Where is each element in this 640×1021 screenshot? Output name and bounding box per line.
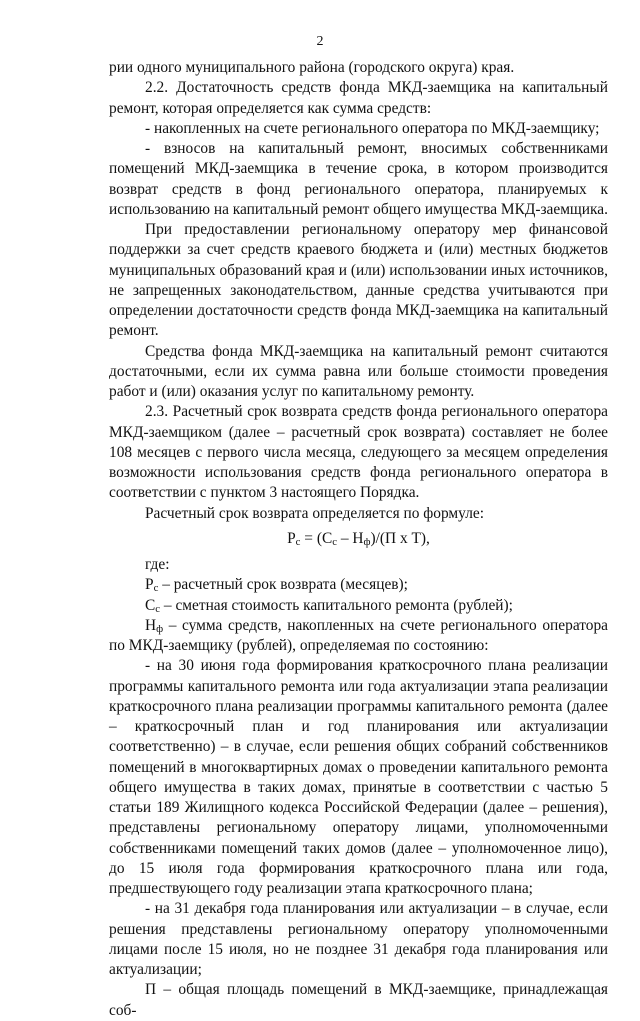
definition-text: – расчетный срок возврата (месяцев); <box>158 576 408 594</box>
paragraph: 2.3. Расчетный срок возврата средств фонда регионального оператора МКД-заемщиком (далее – расчетный срок возврата) составляет не более 108 месяцев с первого числа месяца, следующего за месяцем определения возможности использования средств фонда регионального оператора в соответствии с пунктом 3 настоящего Порядка. <box>109 403 608 502</box>
paragraph: Расчетный срок возврата определяется по формуле: <box>145 504 484 522</box>
definition-text: – сумма средств, накопленных на счете регионального оператора по МКД-заемщику (рублей), определяемая по состоянию: <box>109 616 608 654</box>
formula-part: = (С <box>300 529 333 547</box>
paragraph: - взносов на капитальный ремонт, вносимых собственниками помещений МКД-заемщика в течение срока, в котором производится возврат средств в фонд регионального оператора, планируемых к использованию на капитальный ремонт общего имущества МКД-заемщика. <box>109 140 608 218</box>
definition-symbol: Н <box>145 616 157 634</box>
definition-text: – сметная стоимость капитального ремонта (рублей); <box>160 596 513 614</box>
formula-part: Р <box>287 529 296 547</box>
definition-cc <box>109 596 608 616</box>
formula-part: – Н <box>337 529 364 547</box>
definition-subscript: с <box>153 582 159 595</box>
definition-symbol: Р <box>145 576 154 594</box>
page-number: 2 <box>316 34 324 49</box>
formula-subscript: с <box>295 535 301 548</box>
definition-subscript: ф <box>156 622 164 635</box>
definition-rc <box>109 575 608 595</box>
list-item: П – общая площадь помещений в МКД-заемщике, принадлежащая соб- <box>109 981 608 1019</box>
definition-symbol: С <box>145 596 156 614</box>
paragraph: При предоставлении региональному оператору мер финансовой поддержки за счет средств краевого бюджета и (или) местных бюджетов муниципальных образований края и (или) использовании иных источников, не запрещенных законодательством, данные средства учитываются при определении достаточности средств фонда МКД-заемщика на капитальный ремонт. <box>109 221 608 340</box>
list-item: - на 30 июня года формирования краткосрочного плана реализации программы капитального ремонта или года актуализации этапа реализации краткосрочного плана реализации программы капитального ремонта (далее – краткосрочный план и год планирования или актуализации соответственно) – в случае, если решения общих собраний собственников помещений в многоквартирных домах о проведении капитального ремонта общего имущества в таких домах, принятые в соответствии с частью 5 статьи 189 Жилищного кодекса Российской Федерации (далее – решения), представлены региональному оператору лицами, уполномоченными собственниками помещений таких домов (далее – уполномоченное лицо), до 15 июля года формирования краткосрочного плана или года, предшествующего году реализации этапа краткосрочного плана; <box>109 657 608 897</box>
where-label: где: <box>145 556 170 573</box>
list-item: - на 31 декабря года планирования или актуализации – в случае, если решения представлены региональному оператору уполномоченными лицами после 15 июля, но не позднее 31 декабря года планирования или актуализации; <box>109 900 608 978</box>
paragraph: - накопленных на счете регионального оператора по МКД-заемщику; <box>145 119 600 137</box>
formula-subscript: с <box>332 535 337 548</box>
paragraph: Средства фонда МКД-заемщика на капитальный ремонт считаются достаточными, если их сумма равна или больше стоимости проведения работ и (или) оказания услуг по капитальному ремонту. <box>109 342 608 400</box>
definition-hf <box>109 616 608 657</box>
paragraph: рии одного муниципального района (городского округа) края. <box>109 59 515 76</box>
formula-part: )/(П х Т), <box>370 529 430 547</box>
document-body <box>109 58 608 1021</box>
formula-subscript: ф <box>363 535 371 548</box>
paragraph: 2.2. Достаточность средств фонда МКД-заемщика на капитальный ремонт, которая определяется как сумма средств: <box>109 79 608 117</box>
definition-subscript: с <box>155 602 161 615</box>
formula <box>109 529 608 549</box>
